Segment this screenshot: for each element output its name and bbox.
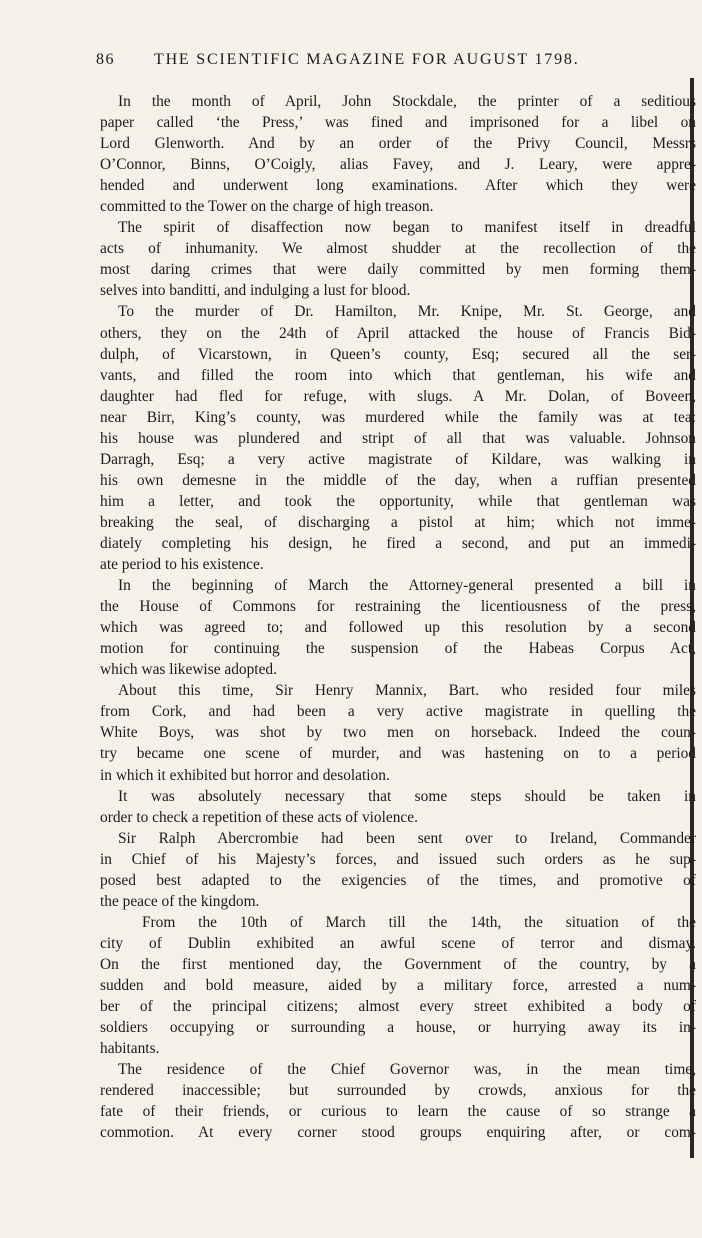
text-line: The spirit of disaffection now began to manifest itself in dreadful: [118, 219, 696, 237]
text-line: soldiers occupying or surrounding a house, or hurrying away its in-: [100, 1019, 696, 1037]
text-line: ber of the principal citizens; almost every street exhibited a body of: [100, 998, 696, 1016]
text-line: In the month of April, John Stockdale, the printer of a seditious: [118, 93, 696, 110]
text-line: rendered inaccessible; but surrounded by crowds, anxious for the: [100, 1082, 696, 1100]
running-title: THE SCIENTIFIC MAGAZINE FOR AUGUST 1798.: [154, 51, 580, 68]
text-line: daughter had fled for refuge, with slugs. A Mr. Dolan, of Boveen,: [100, 387, 696, 405]
text-line: motion for continuing the suspension of the Habeas Corpus Act,: [100, 640, 696, 658]
page-number: 86: [96, 51, 115, 68]
text-line: vants, and filled the room into which that gentleman, his wife and: [100, 366, 696, 384]
text-line: near Birr, King’s county, was murdered while the family was at tea:: [100, 408, 696, 426]
text-line: About this time, Sir Henry Mannix, Bart. who resided four miles: [118, 682, 696, 700]
text-line: in which it exhibited but horror and desolation.: [100, 766, 390, 784]
text-line: from Cork, and had been a very active magistrate in quelling the: [100, 703, 696, 721]
text-line: It was absolutely necessary that some steps should be taken in: [118, 787, 696, 805]
text-line: From the 10th of March till the 14th, the situation of the: [142, 913, 696, 931]
text-line: Darragh, Esq; a very active magistrate of Kildare, was walking in: [100, 450, 696, 468]
text-line: others, they on the 24th of April attacked the house of Francis Bid-: [100, 324, 696, 342]
text-line: paper called ‘the Press,’ was fined and imprisoned for a libel on: [100, 114, 696, 132]
text-line: In the beginning of March the Attorney-general presented a bill in: [118, 577, 696, 595]
text-line: in Chief of his Majesty’s forces, and issued such orders as he sup-: [100, 850, 696, 868]
text-line: most daring crimes that were daily committed by men forming them-: [100, 261, 696, 279]
text-line: diately completing his design, he fired a second, and put an immedi-: [100, 534, 696, 552]
text-line: dulph, of Vicarstown, in Queen’s county, Esq; secured all the ser-: [100, 345, 696, 363]
text-line: Sir Ralph Abercrombie had been sent over to Ireland, Commander: [118, 829, 696, 847]
text-line: To the murder of Dr. Hamilton, Mr. Knipe, Mr. St. George, and: [118, 303, 696, 321]
text-line: try became one scene of murder, and was hastening on to a period: [100, 745, 696, 763]
text-line: selves into banditti, and indulging a lust for blood.: [100, 282, 411, 300]
text-line: which was likewise adopted.: [100, 661, 277, 679]
article-body: [100, 91, 696, 1143]
text-line: commotion. At every corner stood groups enquiring after, or com-: [100, 1124, 696, 1142]
text-line: acts of inhumanity. We almost shudder at the recollection of the: [100, 240, 696, 258]
text-line: O’Connor, Binns, O’Coigly, alias Favey, and J. Leary, were appre-: [100, 156, 696, 174]
text-line: Lord Glenworth. And by an order of the Privy Council, Messrs: [100, 135, 696, 153]
text-line: which was agreed to; and followed up this resolution by a second: [100, 619, 696, 637]
text-line: fate of their friends, or curious to learn the cause of so strange a: [100, 1103, 696, 1121]
text-line: breaking the seal, of discharging a pistol at him; which not imme-: [100, 513, 696, 531]
text-line: hended and underwent long examinations. After which they were: [100, 177, 696, 195]
text-line: sudden and bold measure, aided by a military force, arrested a num-: [100, 976, 696, 994]
text-line: his house was plundered and stript of all that was valuable. Johnson: [100, 429, 696, 447]
text-line: habitants.: [100, 1040, 160, 1058]
text-line: White Boys, was shot by two men on horseback. Indeed the coun-: [100, 724, 696, 742]
text-line: The residence of the Chief Governor was, in the mean time,: [118, 1061, 696, 1079]
text-line: order to check a repetition of these acts of violence.: [100, 808, 418, 826]
text-line: his own demesne in the middle of the day, when a ruffian presented: [100, 471, 696, 489]
text-line: city of Dublin exhibited an awful scene of terror and dismay.: [100, 934, 696, 952]
text-line: posed best adapted to the exigencies of the times, and promotive of: [100, 871, 696, 889]
text-line: the peace of the kingdom.: [100, 892, 260, 910]
text-line: him a letter, and took the opportunity, while that gentleman was: [100, 492, 696, 510]
text-line: ate period to his existence.: [100, 556, 264, 574]
text-line: committed to the Tower on the charge of high treason.: [100, 198, 434, 216]
text-line: the House of Commons for restraining the licentiousness of the press,: [100, 598, 696, 616]
text-line: On the first mentioned day, the Government of the country, by a: [100, 955, 696, 973]
